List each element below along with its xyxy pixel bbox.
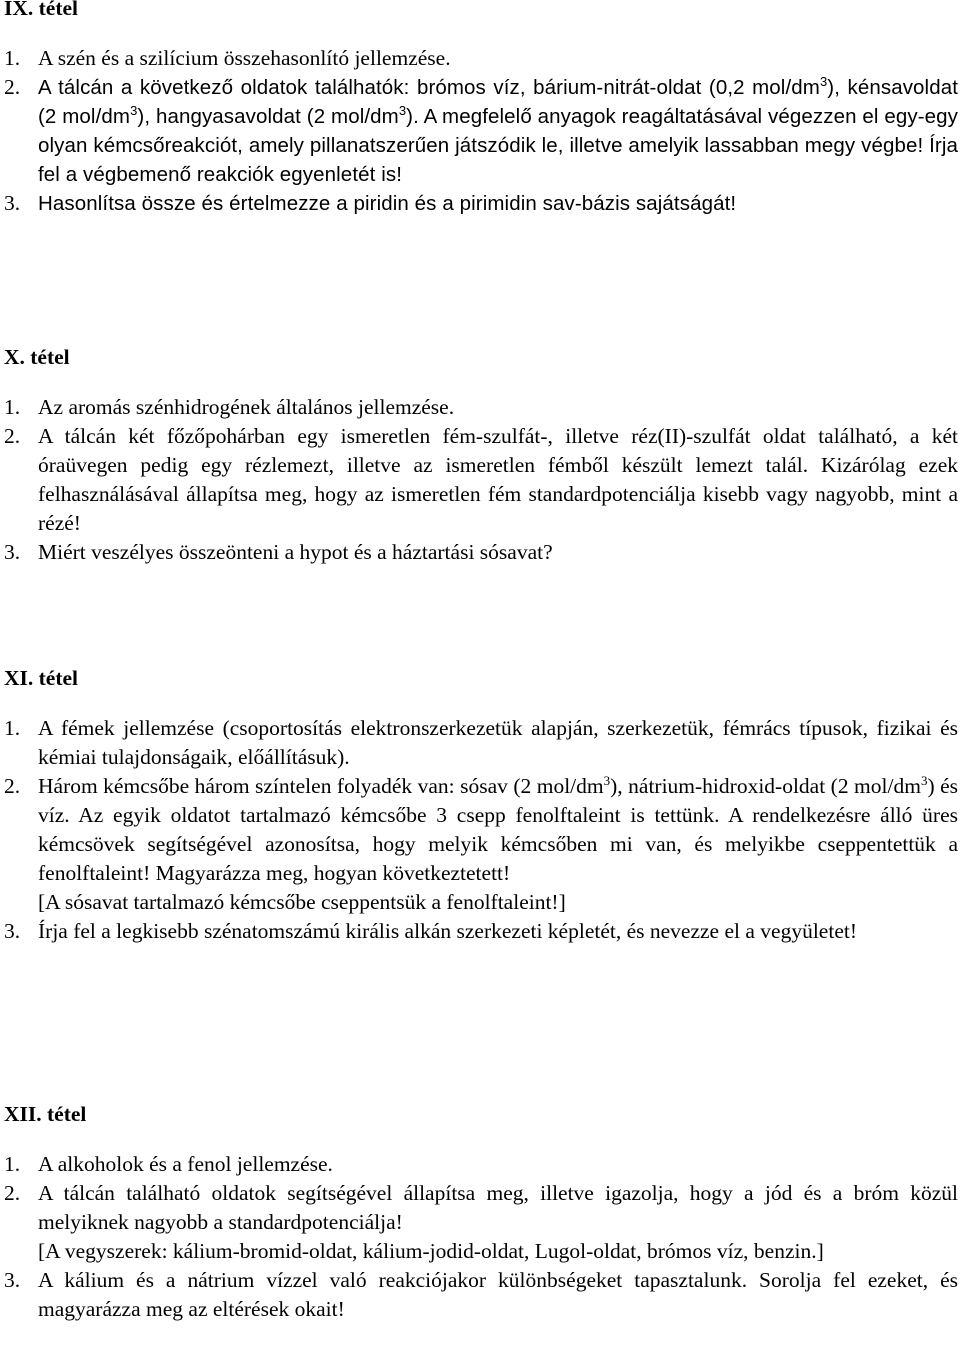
- list-item: [0, 917, 960, 946]
- item-number: 2.: [4, 424, 21, 448]
- item-note: [A sósavat tartalmazó kémcsőbe cseppentsük a fenolftaleint!]: [38, 890, 566, 914]
- section-title: X. tétel: [4, 345, 70, 369]
- list-item: [0, 538, 960, 567]
- list-item: [0, 1150, 960, 1179]
- list-item: [0, 772, 960, 917]
- item-note: [A vegyszerek: kálium-bromid-oldat, kálium-jodid-oldat, Lugol-oldat, brómos víz, benzin.]: [38, 1239, 824, 1263]
- item-number: 3.: [4, 540, 21, 564]
- text-fragment: A tálcán a következő oldatok találhatók: brómos víz, bárium-nitrát-oldat (0,2 mol/dm: [38, 76, 820, 99]
- superscript: 3: [603, 773, 611, 788]
- item-text: [38, 772, 960, 917]
- text-fragment: ) és víz. Az egyik oldatot tartalmazó kémcsőbe 3 csepp fenolftaleint is tettünk. A rendelkezésre álló üres kémcsövek segítségével azonosítsa, hogy melyik kémcsőben mi van, és melyikbe cseppentettük a fenolftaleint! Magyarázza meg, hogyan következtetett!: [38, 774, 958, 885]
- item-text: Írja fel a legkisebb szénatomszámú királis alkán szerkezeti képletét, és nevezze el a vegyületet!: [38, 919, 857, 943]
- list-item: [0, 393, 960, 422]
- section-ix: [0, 0, 960, 218]
- item-text: Miért veszélyes összeönteni a hypot és a háztartási sósavat?: [38, 540, 553, 564]
- item-number: 2.: [4, 1181, 21, 1205]
- list-item: [0, 714, 960, 772]
- section-x: [0, 343, 960, 567]
- item-text: A szén és a szilícium összehasonlító jellemzése.: [38, 46, 451, 70]
- text-fragment: A tálcán található oldatok segítségével állapítsa meg, illetve igazolja, hogy a jód és a bróm közül melyiknek nagyobb a standardpotenciálja!: [38, 1181, 958, 1234]
- item-number: 2.: [4, 774, 21, 798]
- item-text: Az aromás szénhidrogének általános jellemzése.: [38, 395, 455, 419]
- section-title: IX. tétel: [4, 0, 79, 20]
- text-fragment: ), nátrium-hidroxid-oldat (2 mol/dm: [610, 774, 921, 798]
- item-number: 3.: [4, 919, 21, 943]
- section-xi: [0, 664, 960, 946]
- list-item: [0, 1179, 960, 1266]
- item-number: 1.: [4, 46, 21, 70]
- section-xii: [0, 1100, 960, 1324]
- text-fragment: ), hangyasavoldat (2 mol/dm: [137, 105, 399, 128]
- superscript: 3: [819, 74, 828, 89]
- item-text: A tálcán két főzőpohárban egy ismeretlen fém-szulfát-, illetve réz(II)-szulfát oldat található, a két óraüvegen pedig egy rézlemezt, illetve az ismeretlen fémből készült lemezt talál. Kizárólag ezek felhasználásával állapítsa meg, hogy az ismeretlen fém standardpotenciálja kisebb vagy nagyobb, mint a rézé!: [38, 424, 958, 535]
- item-number: 2.: [4, 75, 21, 99]
- text-fragment: ), kénsavoldat (2 mol/dm: [38, 76, 959, 128]
- item-text: [38, 73, 960, 189]
- superscript: 3: [130, 103, 138, 118]
- section-title: XI. tétel: [4, 666, 79, 690]
- list-item: [0, 44, 960, 73]
- item-number: 1.: [4, 395, 21, 419]
- item-text: Hasonlítsa össze és értelmezze a piridin és a pirimidin sav-bázis sajátságát!: [38, 192, 737, 215]
- list-item: [0, 1266, 960, 1324]
- list-item: [0, 73, 960, 189]
- item-number: 3.: [4, 1268, 21, 1292]
- item-number: 1.: [4, 1152, 21, 1176]
- superscript: 3: [920, 773, 928, 788]
- item-text: A alkoholok és a fenol jellemzése.: [38, 1152, 333, 1176]
- text-fragment: Három kémcsőbe három színtelen folyadék van: sósav (2 mol/dm: [38, 774, 604, 798]
- list-item: [0, 422, 960, 538]
- item-text: A fémek jellemzése (csoportosítás elektronszerkezetük alapján, szerkezetük, fémrács típusok, fizikai és kémiai tulajdonságaik, előállításuk).: [38, 716, 958, 769]
- item-number: 3.: [4, 191, 21, 215]
- item-number: 1.: [4, 716, 21, 740]
- section-title: XII. tétel: [4, 1102, 87, 1126]
- list-item: [0, 189, 960, 218]
- item-text: [38, 1179, 960, 1266]
- item-text: A kálium és a nátrium vízzel való reakciójakor különbségeket tapasztalunk. Sorolja fel ezeket, és magyarázza meg az eltérések okait!: [38, 1268, 958, 1321]
- text-fragment: ). A megfelelő anyagok reagáltatásával végezzen el egy-egy olyan kémcsőreakciót, amely pillanatszerűen játszódik le, illetve amelyik lassabban megy végbe! Írja fel a végbemenő reakciók egyenletét is!: [38, 105, 958, 186]
- superscript: 3: [398, 103, 407, 118]
